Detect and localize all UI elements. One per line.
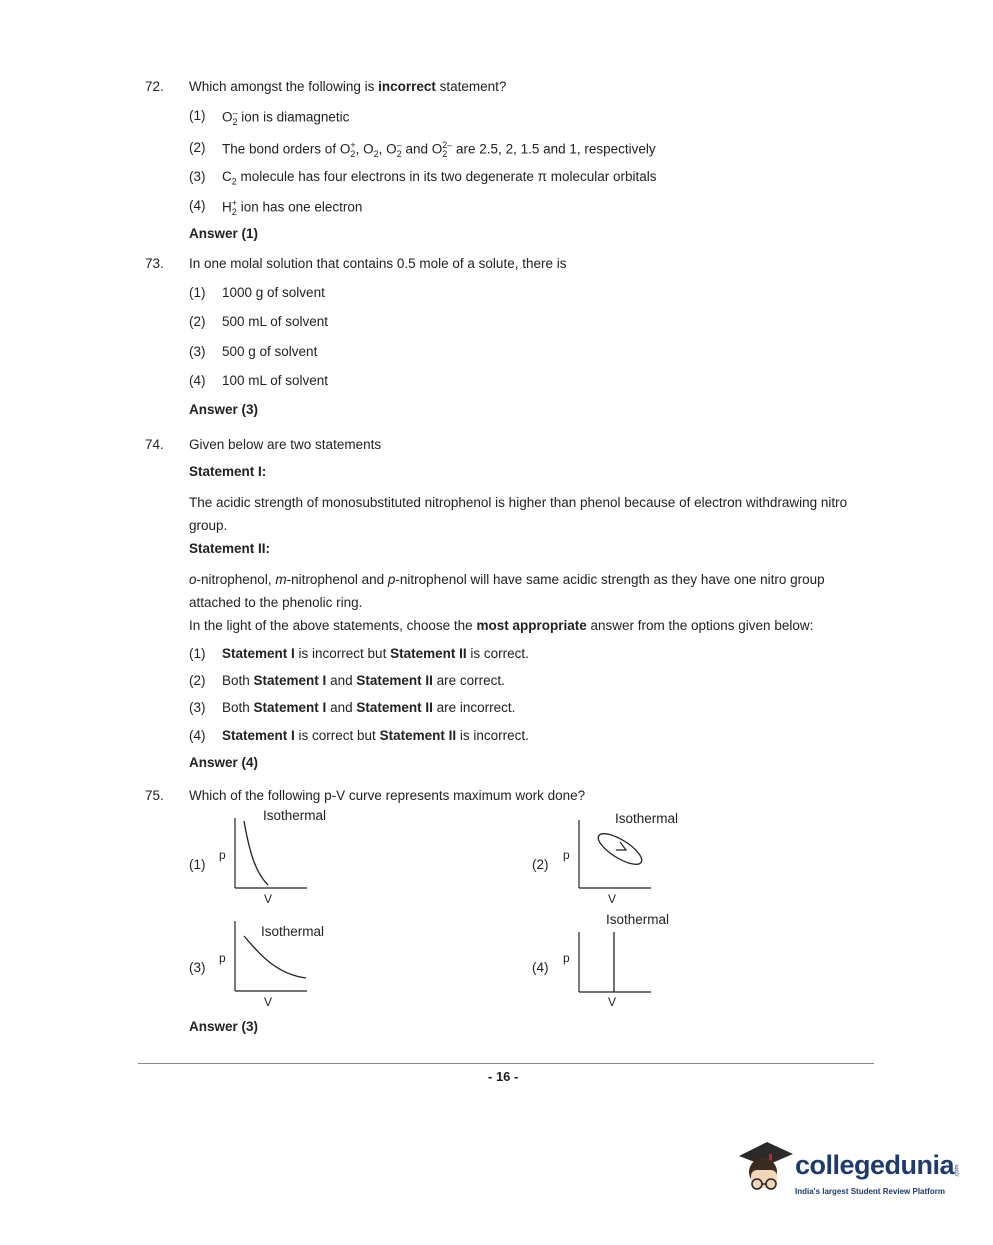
option-number: (3) <box>189 700 206 715</box>
question-prompt: In the light of the above statements, choose the most appropriate answer from the options given below: <box>189 618 814 633</box>
graph-option-number: (1) <box>189 857 206 872</box>
option-text: 500 g of solvent <box>222 344 318 359</box>
axis-label-v: V <box>264 995 273 1009</box>
option-text: 100 mL of solvent <box>222 373 329 388</box>
brand-name: collegedunia <box>795 1150 955 1180</box>
question-number: 74. <box>145 437 164 452</box>
option-number: (1) <box>189 108 206 123</box>
question-number: 75. <box>145 788 164 803</box>
question-stem: Which amongst the following is incorrect statement? <box>189 79 507 94</box>
isothermal-curve <box>244 936 306 978</box>
option-text: 500 mL of solvent <box>222 314 329 329</box>
collegedunia-mascot-icon <box>735 1138 795 1200</box>
answer: Answer (3) <box>189 1019 259 1034</box>
question-stem: Given below are two statements <box>189 437 382 452</box>
brand-tagline: India's largest Student Review Platform <box>795 1187 945 1196</box>
option-number: (1) <box>189 285 206 300</box>
graph-label: Isothermal <box>261 924 325 939</box>
option-text: $O_2^-$ ion is diamagnetic <box>222 108 350 128</box>
option-number: (3) <box>189 344 206 359</box>
option-number: (3) <box>189 169 206 184</box>
brand-dotcom: .com <box>954 1164 961 1178</box>
graph-label: Isothermal <box>606 912 670 927</box>
statement-text: The acidic strength of monosubstituted nitrophenol is higher than phenol because of electron withdrawing nitro group. <box>189 495 848 533</box>
footer-divider <box>138 1063 874 1064</box>
option-number: (2) <box>189 140 206 155</box>
option-text: Statement I is incorrect but Statement II is correct. <box>222 646 529 661</box>
axis-label-v: V <box>608 892 617 906</box>
answer: Answer (4) <box>189 755 259 770</box>
option-number: (1) <box>189 646 206 661</box>
statement-label: Statement I: <box>189 464 267 479</box>
question-stem: In one molal solution that contains 0.5 mole of a solute, there is <box>189 256 567 271</box>
isothermal-curve <box>244 821 268 885</box>
question-number: 72. <box>145 79 164 94</box>
axis-label-p: p <box>563 951 570 965</box>
question-stem: Which of the following p-V curve represents maximum work done? <box>189 788 586 803</box>
graph-option-number: (2) <box>532 857 549 872</box>
option-text: 1000 g of solvent <box>222 285 325 300</box>
graph-label: Isothermal <box>263 808 327 823</box>
axis-label-p: p <box>563 848 570 862</box>
cycle-loop <box>594 828 646 870</box>
pv-graph-1 <box>230 815 310 890</box>
option-number: (4) <box>189 373 206 388</box>
cycle-arrow <box>616 842 626 850</box>
graph-label: Isothermal <box>615 811 679 826</box>
page-number: - 16 - <box>488 1069 519 1084</box>
pv-graph-2 <box>574 818 654 890</box>
statement-text: o-nitrophenol, m-nitrophenol and p-nitrophenol will have same acidic strength as they have one nitro group attached to the phenolic ring. <box>189 572 825 610</box>
option-text: Statement I is correct but Statement II is incorrect. <box>222 728 529 743</box>
answer: Answer (3) <box>189 402 259 417</box>
statement-label: Statement II: <box>189 541 271 556</box>
option-number: (2) <box>189 314 206 329</box>
axis-label-p: p <box>219 848 226 862</box>
question-number: 73. <box>145 256 164 271</box>
option-text: The bond orders of $O_2^+$, $O_2$, $O_2^-$ and $O_2^{2-}$ are 2.5, 2, 1.5 and 1, respectively <box>222 140 656 160</box>
option-number: (4) <box>189 198 206 213</box>
option-number: (4) <box>189 728 206 743</box>
graph-option-number: (3) <box>189 960 206 975</box>
axis-label-p: p <box>219 951 226 965</box>
option-text: $H_2^+$ ion has one electron <box>222 198 363 218</box>
graph-option-number: (4) <box>532 960 549 975</box>
option-number: (2) <box>189 673 206 688</box>
axis-label-v: V <box>608 995 617 1009</box>
pv-graph-3 <box>230 918 310 993</box>
option-text: Both Statement I and Statement II are incorrect. <box>222 700 516 715</box>
axis-label-v: V <box>264 892 273 906</box>
option-text: Both Statement I and Statement II are correct. <box>222 673 505 688</box>
pv-graph-4 <box>574 928 654 996</box>
answer: Answer (1) <box>189 226 259 241</box>
option-text: $C_2$ molecule has four electrons in its two degenerate π molecular orbitals <box>222 169 657 187</box>
